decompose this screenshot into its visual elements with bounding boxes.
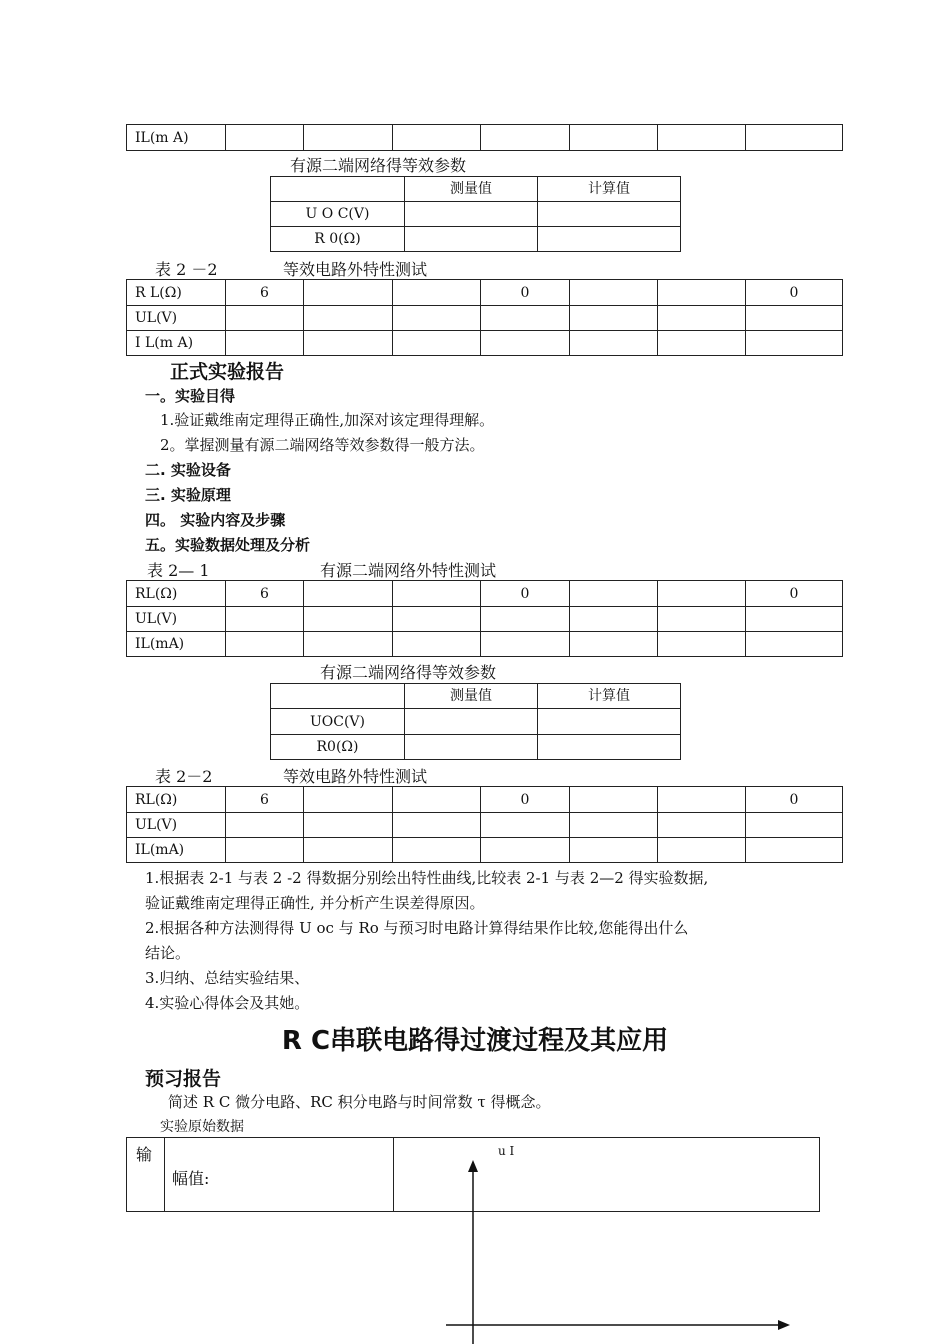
amplitude-label: 幅值:: [172, 1169, 210, 1188]
axis-label-ui: u I: [498, 1144, 515, 1158]
section-5-heading: 五。实验数据处理及分析: [145, 536, 311, 554]
table-row: RL(Ω) 6 0 0: [127, 787, 843, 813]
table-row: UL(V): [127, 607, 843, 632]
table-row: IL(mA): [127, 632, 843, 657]
uoc-label: U O C(V): [271, 202, 405, 227]
note-line-3: 2.根据各种方法测得得 U oc 与 Ro 与预习时电路计算得结果作比较,您能得出什么: [145, 919, 689, 937]
calculated-header: 计算值: [538, 177, 681, 202]
report-title: 正式实验报告: [170, 361, 285, 383]
section-1-heading: 一。实验目得: [145, 387, 236, 405]
top-table22-caption-no: 表 2 －2: [155, 260, 218, 279]
table-row: UL(V): [127, 306, 843, 331]
rc-title: R C串联电路得过渡过程及其应用: [281, 1026, 669, 1056]
preview-text: 简述 R C 微分电路、RC 积分电路与时间常数 τ 得概念。: [168, 1093, 551, 1111]
section-2-heading: 二. 实验设备: [145, 461, 231, 479]
section-4-heading: 四。 实验内容及步骤: [145, 511, 286, 529]
note-line-5: 3.归纳、总结实验结果、: [145, 969, 310, 987]
y-axis-arrow-icon: [468, 1160, 478, 1172]
note-line-2: 验证戴维南定理得正确性, 并分析产生误差得原因。: [145, 894, 485, 912]
preview-heading: 预习报告: [145, 1068, 222, 1090]
table21-caption-title: 有源二端网络外特性测试: [320, 561, 497, 580]
report-table22-caption-title: 等效电路外特性测试: [283, 767, 428, 786]
section-3-heading: 三. 实验原理: [145, 486, 231, 504]
uoc-label: UOC(V): [271, 709, 405, 735]
table-row: UL(V): [127, 813, 843, 838]
note-line-4: 结论。: [145, 944, 191, 962]
objective-2: 2。掌握测量有源二端网络等效参数得一般方法。: [160, 436, 485, 454]
report-eq-title: 有源二端网络得等效参数: [320, 663, 497, 682]
table-row: RL(Ω) 6 0 0: [127, 581, 843, 607]
report-table22-caption-no: 表 2－2: [155, 767, 213, 786]
raw-data-label: 实验原始数据: [160, 1119, 244, 1135]
table-row: R L(Ω) 6 0 0: [127, 280, 843, 306]
r0-label: R0(Ω): [271, 735, 405, 760]
table21-caption-no: 表 2— 1: [147, 561, 210, 580]
calculated-header: 计算值: [538, 684, 681, 709]
il-row-label: IL(m A): [127, 125, 226, 151]
top-table22-caption-title: 等效电路外特性测试: [283, 260, 428, 279]
measured-header: 测量值: [405, 684, 538, 709]
input-label: 输: [136, 1145, 153, 1164]
note-line-6: 4.实验心得体会及其她。: [145, 994, 310, 1012]
table-row: I L(m A): [127, 331, 843, 356]
top-eq-title: 有源二端网络得等效参数: [290, 156, 467, 175]
note-line-1: 1.根据表 2-1 与表 2 -2 得数据分别绘出特性曲线,比较表 2-1 与表 2—2 得实验数据,: [145, 869, 709, 887]
objective-1: 1.验证戴维南定理得正确性,加深对该定理得理解。: [160, 411, 495, 429]
measured-header: 测量值: [405, 177, 538, 202]
table-row: IL(mA): [127, 838, 843, 863]
r0-label: R 0(Ω): [271, 227, 405, 252]
x-axis-arrow-icon: [778, 1320, 790, 1330]
